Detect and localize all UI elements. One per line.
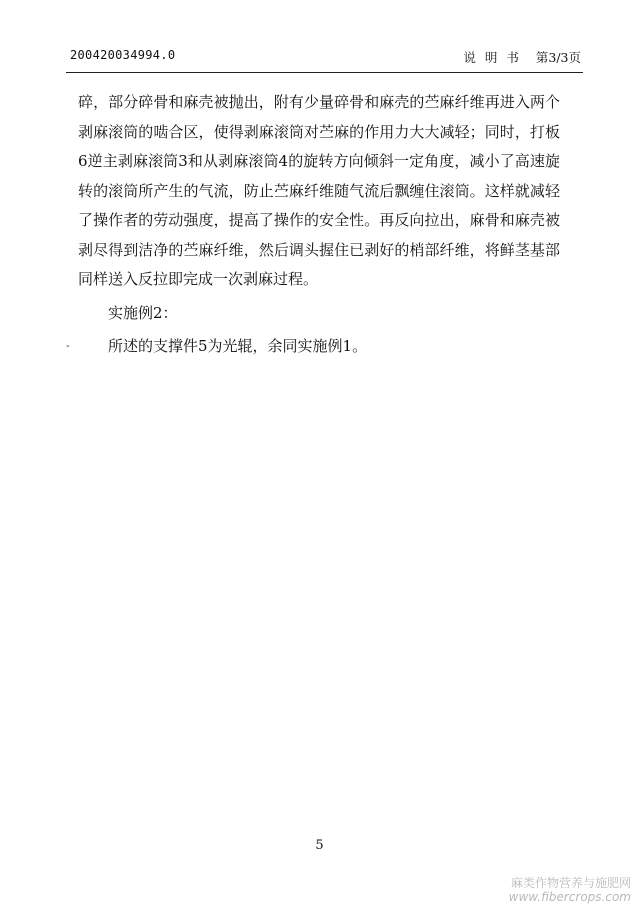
document-number: 200420034994.0: [70, 48, 176, 62]
header-right: [463, 48, 581, 66]
document-type: 说明书: [463, 50, 528, 65]
watermark-url: www.fibercrops.com: [508, 890, 631, 904]
body-paragraph: 碎，部分碎骨和麻壳被抛出，附有少量碎骨和麻壳的苎麻纤维再进入两个剥麻滚筒的啮合区，使得剥麻滚筒对苎麻的作用力大大减轻；同时，打板6逆主剥麻滚筒3和从剥麻滚筒4的旋转方向倾斜一定角度，减小了高速旋转的滚筒所产生的气流，防止苎麻纤维随气流后飘缠住滚筒。这样就减轻了操作者的劳动强度，提高了操作的安全性。再反向拉出，麻骨和麻壳被剥尽得到洁净的苎麻纤维，然后调头握住已剥好的梢部纤维，将鲜茎基部同样送入反拉即完成一次剥麻过程。: [78, 93, 560, 288]
margin-mark: -: [66, 339, 70, 352]
page-header: [70, 48, 581, 68]
watermark: [509, 876, 631, 904]
document-body: [78, 88, 560, 362]
page-label: 第3/3页: [535, 50, 581, 65]
example-heading: 实施例2：: [108, 303, 178, 322]
body-paragraph-2: 所述的支撑件5为光辊，余同实施例1。: [108, 337, 368, 355]
page-number: 5: [315, 838, 324, 853]
header-rule: [66, 72, 583, 73]
watermark-text: 麻类作物营养与施肥网: [510, 876, 631, 890]
